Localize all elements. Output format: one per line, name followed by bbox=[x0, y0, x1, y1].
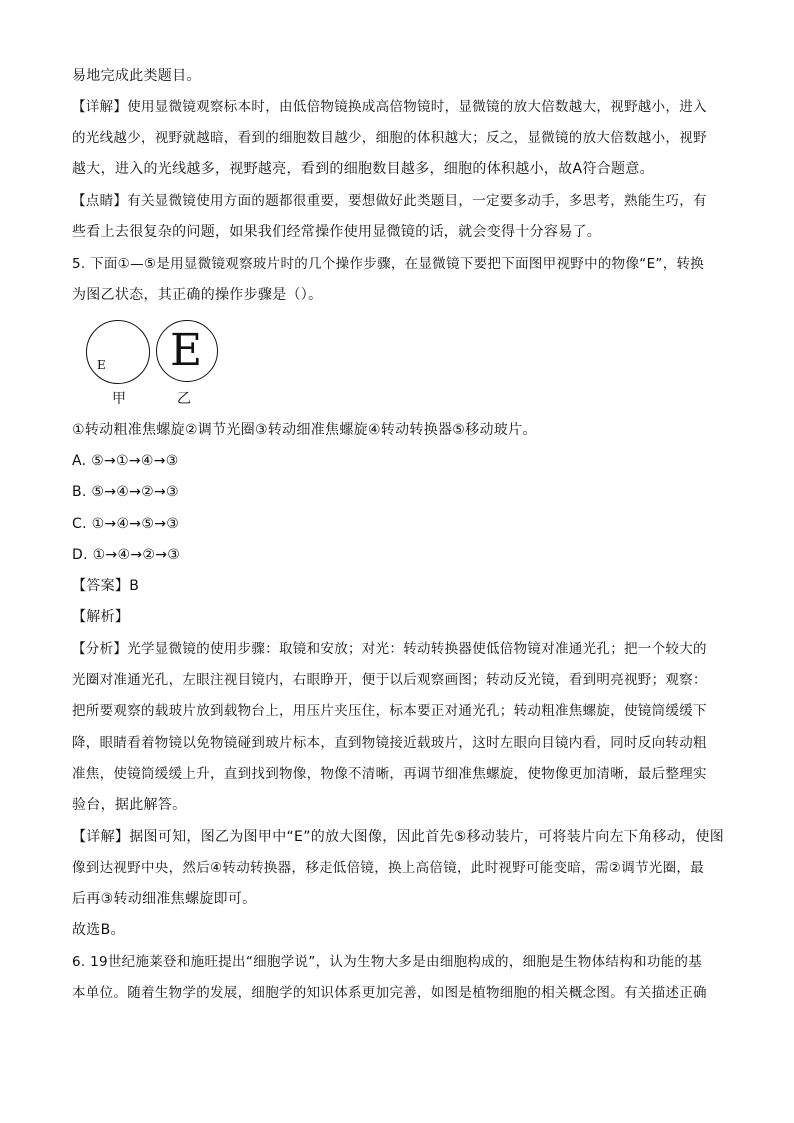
steps-list: ①转动粗准焦螺旋②调节光圈③转动细准焦螺旋④转动转换器⑤移动玻片。 bbox=[72, 422, 537, 438]
text-line: 后再③转动细准焦螺旋即可。 bbox=[72, 891, 257, 907]
text-line: 像到达视野中央，然后④转动转换器，移走低倍镜，换上高倍镜，此时视野可能变暗，需②调节光圈，最 bbox=[72, 860, 705, 876]
question-5-stem: 5. 下面①—⑤是用显微镜观察玻片时的几个操作步骤，在显微镜下要把下面图甲视野中的物像“E”，转换 bbox=[72, 256, 705, 272]
question-6-stem: 本单位。随着生物学的发展，细胞学的知识体系更加完善，如图是植物细胞的相关概念图。有关描述正确 bbox=[72, 985, 707, 1001]
text-line: 【点睛】有关显微镜使用方面的题都很重要，要想做好此类题目，一定要多动手，多思考，熟能生巧，有 bbox=[72, 193, 707, 209]
microscope-view-figure bbox=[84, 318, 234, 410]
text-line: 【详解】据图可知，图乙为图甲中“E”的放大图像，因此首先⑤移动装片，可将装片向左下角移动，使图 bbox=[72, 829, 724, 845]
question-5-stem: 为图乙状态，其正确的操作步骤是（）。 bbox=[72, 287, 323, 303]
view-circle-jia bbox=[86, 320, 150, 384]
text-line: 易地完成此类题目。 bbox=[72, 68, 201, 84]
figure-label-yi: 乙 bbox=[177, 391, 191, 407]
text-line: 准焦，使镜筒缓缓上升，直到找到物像，物像不清晰，再调节细准焦螺旋，使物像更加清晰，最后整理实 bbox=[72, 766, 707, 782]
big-e-letter: E bbox=[170, 325, 203, 376]
option-a: A. ⑤→①→④→③ bbox=[72, 453, 179, 469]
analysis-heading: 【解析】 bbox=[72, 609, 130, 625]
text-line: 降，眼睛看着物镜以免物镜碰到玻片标本，直到物镜接近载玻片，这时左眼向目镜内看，同时反向转动粗 bbox=[72, 735, 707, 751]
text-line: 些看上去很复杂的问题，如果我们经常操作使用显微镜的话，就会变得十分容易了。 bbox=[72, 224, 602, 240]
text-line: 【分析】光学显微镜的使用步骤：取镜和安放；对光：转动转换器使低倍物镜对准通光孔；把一个较大的 bbox=[72, 641, 707, 657]
option-b: B. ⑤→④→②→③ bbox=[72, 484, 179, 500]
text-line: 把所要观察的载玻片放到载物台上，用压片夹压住，标本要正对通光孔；转动粗准焦螺旋，使镜筒缓缓下 bbox=[72, 703, 707, 719]
text-line: 验台，据此解答。 bbox=[72, 797, 187, 813]
text-line: 的光线越少，视野就越暗，看到的细胞数目越少，细胞的体积越大；反之，显微镜的放大倍数越小，视野 bbox=[72, 130, 707, 146]
question-6-stem: 6. 19世纪施莱登和施旺提出“细胞学说”，认为生物大多是由细胞构成的，细胞是生物体结构和功能的基 bbox=[72, 954, 703, 970]
option-d: D. ①→④→②→③ bbox=[72, 547, 181, 563]
answer-line: 【答案】B bbox=[72, 578, 140, 594]
text-line: 越大，进入的光线越多，视野越亮，看到的细胞数目越多，细胞的体积越小，故A符合题意。 bbox=[72, 161, 654, 177]
option-c: C. ①→④→⑤→③ bbox=[72, 516, 180, 532]
text-line: 故选B。 bbox=[72, 922, 125, 938]
text-line: 光圈对准通光孔，左眼注视目镜内，右眼睁开，便于以后观察画图；转动反光镜，看到明亮视野；观察： bbox=[72, 672, 707, 688]
text-line: 【详解】使用显微镜观察标本时，由低倍物镜换成高倍物镜时，显微镜的放大倍数越大，视野越小，进入 bbox=[72, 99, 707, 115]
figure-label-jia: 甲 bbox=[112, 391, 126, 407]
small-e-letter: E bbox=[97, 358, 106, 372]
